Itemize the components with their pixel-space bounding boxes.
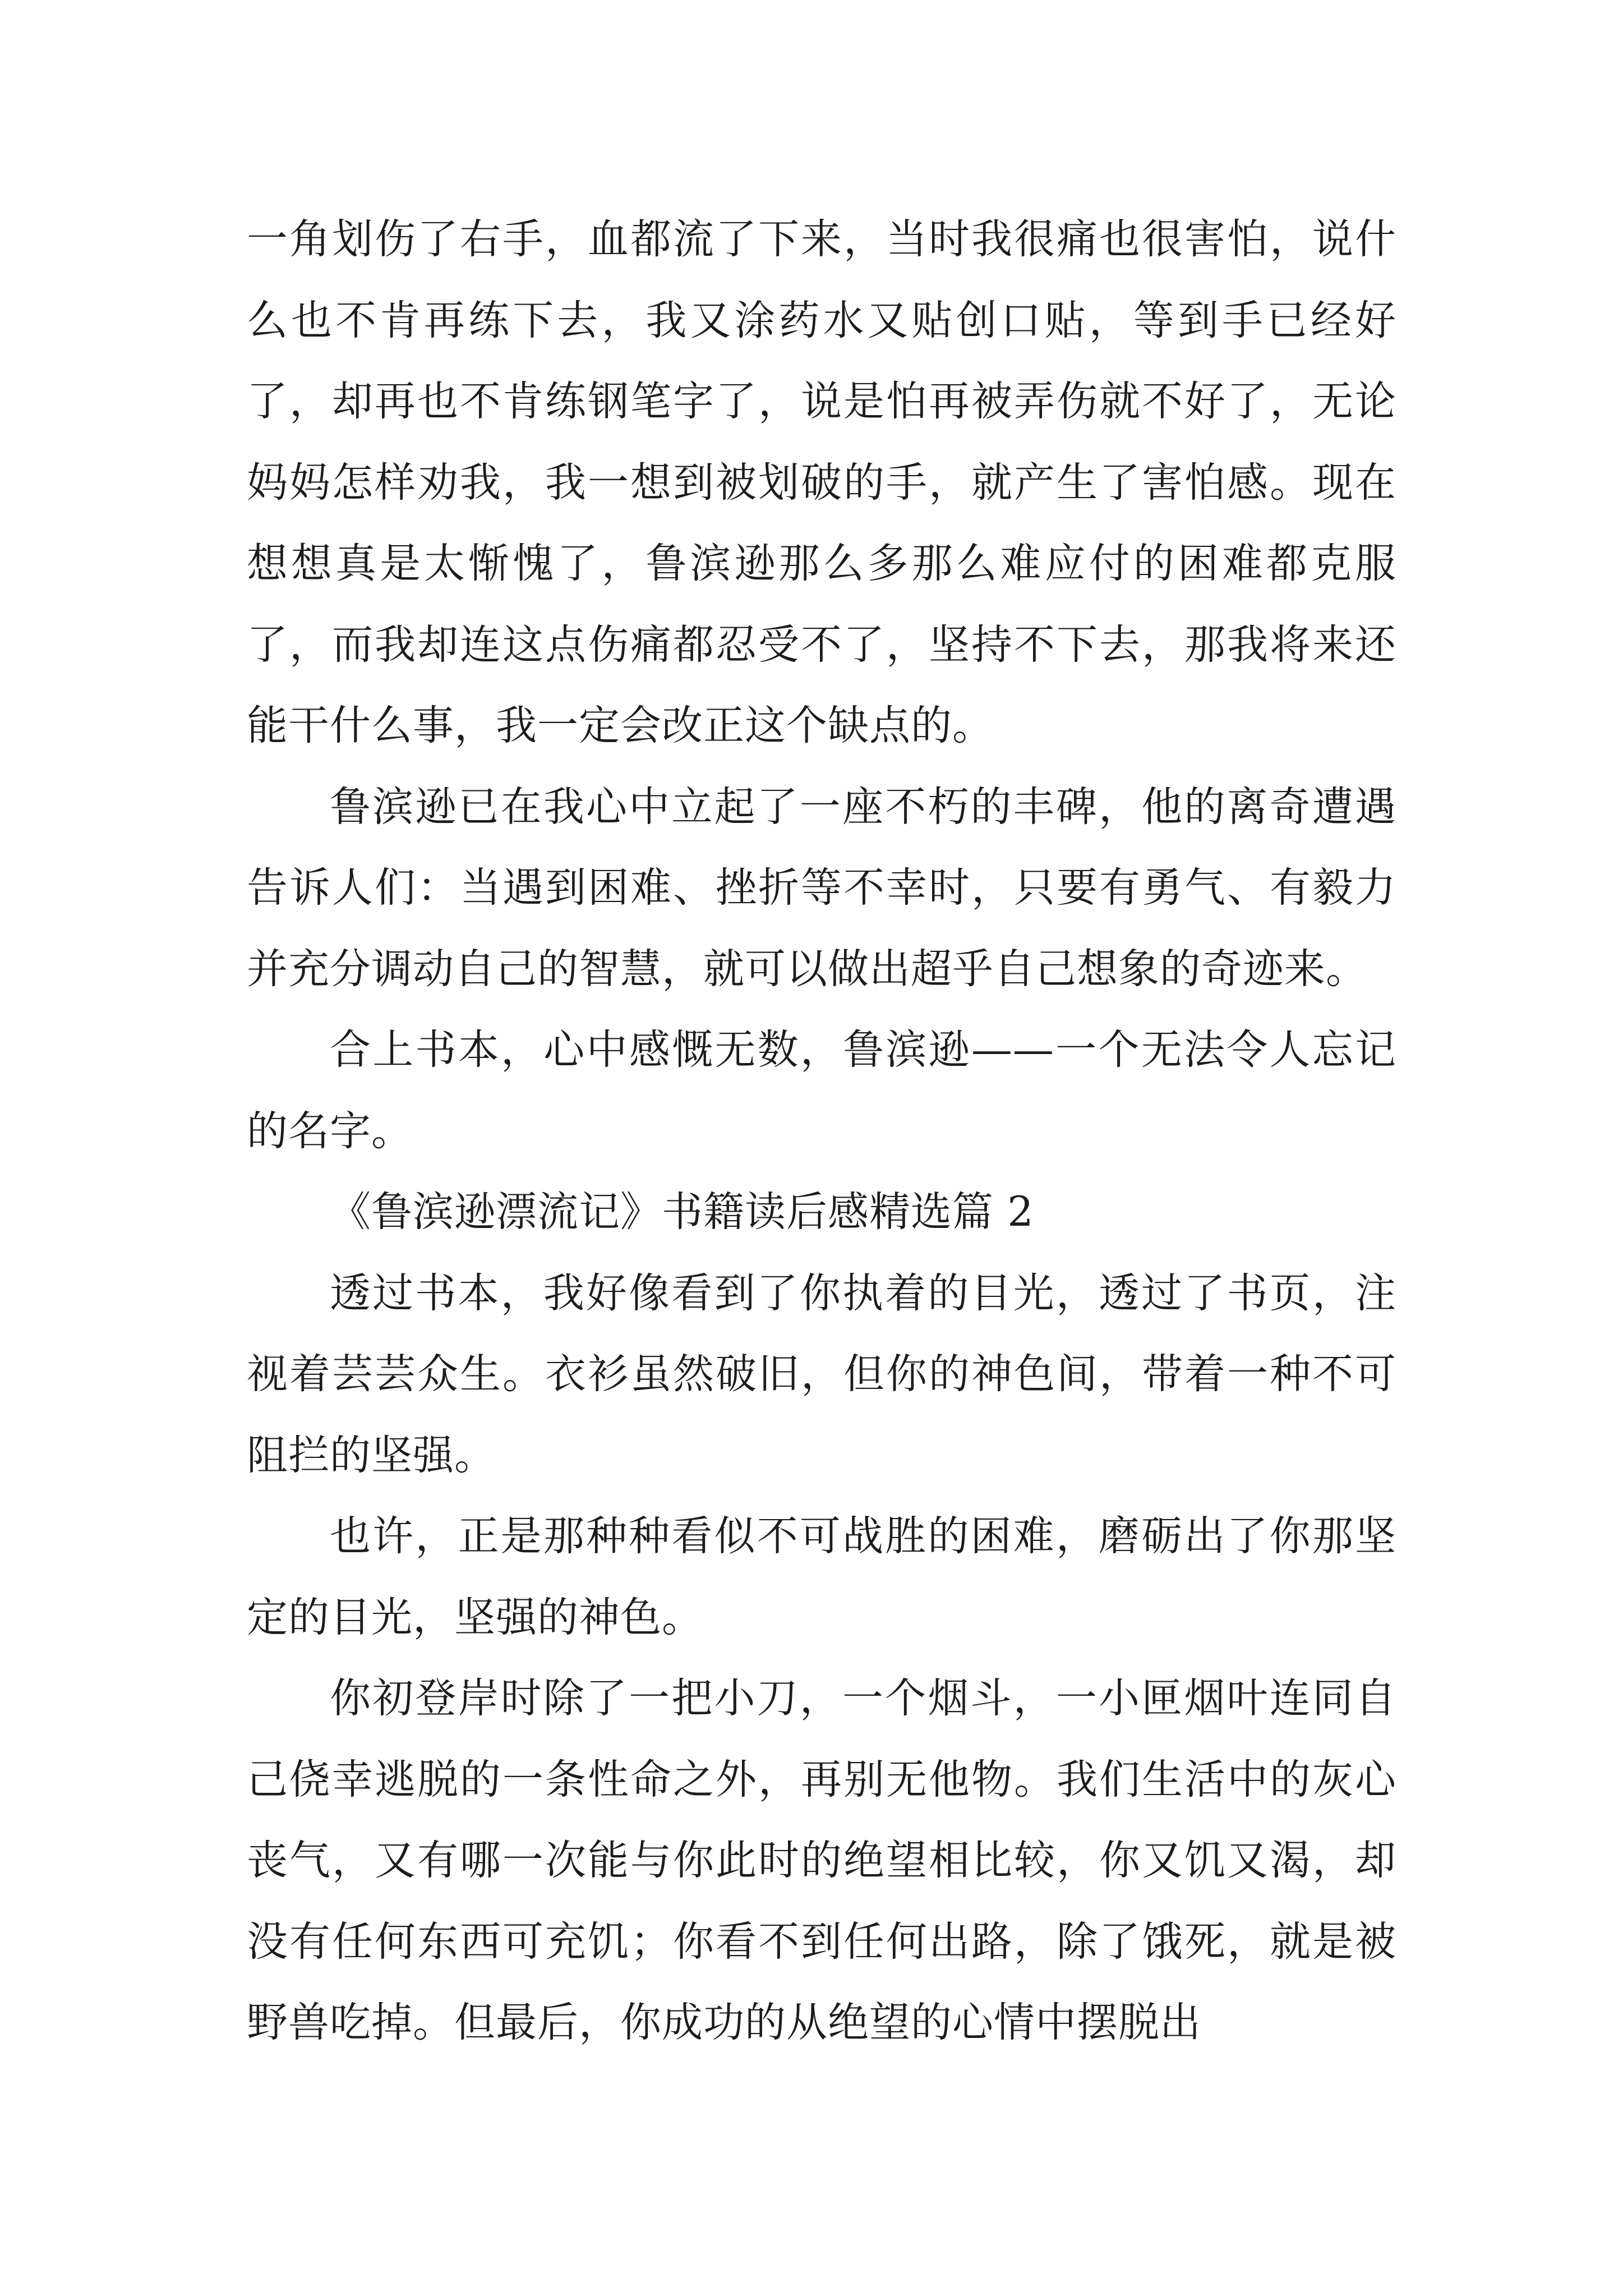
paragraph-hardship: 也许，正是那种种看似不可战胜的困难，磨砺出了你那坚定的目光，坚强的神色。 <box>247 1512 1396 1641</box>
document-body <box>247 199 1396 2064</box>
section-heading: 《鲁滨逊漂流记》书籍读后感精选篇 2 <box>330 1188 1034 1236</box>
paragraph-landing: 你初登岸时除了一把小刀，一个烟斗，一小匣烟叶连同自己侥幸逃脱的一条性命之外，再别无他物。我们生活中的灰心丧气，又有哪一次能与你此时的绝望相比较，你又饥又渴，却没有任何东西可充饥；你看不到任何出路，除了饿死，就是被野兽吃掉。但最后，你成功的从绝望的心情中摆脱出 <box>247 1674 1396 2046</box>
paragraph-monument: 鲁滨逊已在我心中立起了一座不朽的丰碑，他的离奇遭遇告诉人们：当遇到困难、挫折等不幸时，只要有勇气、有毅力并充分调动自己的智慧，就可以做出超乎自己想象的奇迹来。 <box>247 783 1396 993</box>
paragraph-continued: 一角划伤了右手，血都流了下来，当时我很痛也很害怕，说什么也不肯再练下去，我又涂药水又贴创口贴，等到手已经好了，却再也不肯练钢笔字了，说是怕再被弄伤就不好了，无论妈妈怎样劝我，我一想到被划破的手，就产生了害怕感。现在想想真是太惭愧了，鲁滨逊那么多那么难应付的困难都克服了，而我却连这点伤痛都忍受不了，坚持不下去，那我将来还能干什么事，我一定会改正这个缺点的。 <box>247 215 1396 749</box>
paragraph-gaze: 透过书本，我好像看到了你执着的目光，透过了书页，注视着芸芸众生。衣衫虽然破旧，但你的神色间，带着一种不可阻拦的坚强。 <box>247 1269 1396 1479</box>
paragraph-close-book: 合上书本，心中感慨无数，鲁滨逊——一个无法令人忘记的名字。 <box>247 1026 1396 1155</box>
